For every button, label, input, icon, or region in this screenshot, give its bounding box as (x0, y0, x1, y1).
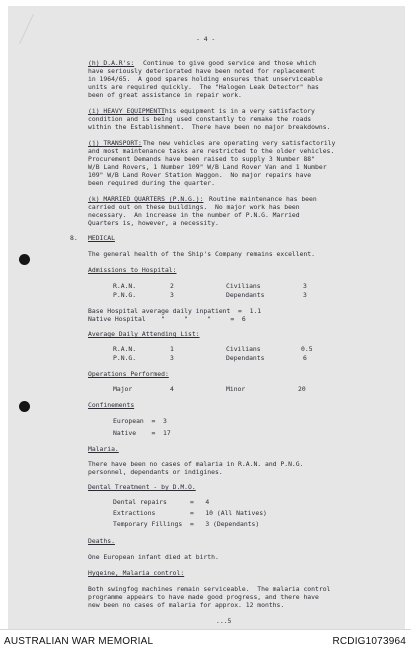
k-line-2: carried out on these buildings. No major work has been (88, 203, 300, 211)
attending-dependants-value: 6 (303, 354, 307, 362)
h-line-4: units are required quickly. The "Halogen Leak Detector" has (88, 83, 319, 91)
footer-record-id: RCDIG1073964 (332, 636, 406, 647)
j-line-2: and most maintenance tasks are restricted to the older vehicles. (88, 147, 335, 155)
operations-heading: Operations Performed: (88, 370, 169, 378)
confinements-native: Native = 17 (113, 429, 171, 437)
j-line-3: Procurement Demands have been raised to supply 3 Number 88" (88, 155, 316, 163)
h-line-1: Continue to give good service and those which (143, 59, 317, 67)
j-line-4: W/B Land Rovers, 1 Number 109" W/B Land Rover Van and 1 Number (88, 163, 327, 171)
h-line-2: have seriously deteriorated have been noted for replacement (88, 67, 316, 75)
attending-png-label: P.N.G. (113, 354, 137, 362)
native-hospital-average: Native Hospital " " " = 6 (88, 315, 246, 323)
attending-heading: Average Daily Attending List: (88, 330, 200, 338)
admissions-heading: Admissions to Hospital: (88, 266, 177, 274)
confinements-european: European = 3 (113, 417, 167, 425)
operations-major-label: Major (113, 385, 133, 393)
operations-minor-label: Minor (226, 385, 246, 393)
admissions-civilians-label: Civilians (226, 282, 261, 290)
base-hospital-average: Base Hospital average daily inpatient = 1.1 (88, 307, 262, 315)
attending-ran-label: R.A.N. (113, 345, 137, 353)
j-line-5: 109" W/B Land Rover Station Waggon. No major repairs have (88, 171, 312, 179)
k-label: (k) MARRIED QUARTERS (P.N.G.): (88, 195, 204, 203)
hygeine-heading: Hygeine, Malaria control: (88, 569, 185, 577)
operations-minor-value: 20 (298, 385, 306, 393)
page-number: - 4 - (196, 35, 216, 43)
hygeine-line-1: Both swingfog machines remain serviceable. The malaria control (88, 585, 331, 593)
page-crease (19, 14, 52, 44)
deaths-heading: Deaths. (88, 537, 115, 545)
attending-civilians-label: Civilians (226, 345, 261, 353)
i-line-2: condition and is being used constantly to remake the roads (88, 115, 312, 123)
admissions-dependants-value: 3 (303, 291, 307, 299)
k-line-1: Routine maintenance has been (209, 195, 317, 203)
archive-footer (0, 629, 411, 653)
admissions-civilians-value: 3 (303, 282, 307, 290)
dental-repairs: Dental repairs = 4 (113, 498, 210, 506)
continued-marker: ...5 (216, 617, 232, 625)
admissions-ran-label: R.A.N. (113, 282, 137, 290)
attending-ran-value: 1 (170, 345, 174, 353)
footer-source: AUSTRALIAN WAR MEMORIAL (4, 636, 154, 647)
i-line-3: within the Establishment. There have been no major breakdowns. (88, 123, 331, 131)
deaths-text: One European infant died at birth. (88, 553, 219, 561)
dental-extractions: Extractions = 10 (All Natives) (113, 509, 267, 517)
admissions-png-value: 3 (170, 291, 174, 299)
k-line-3: necessary. An increase in the number of P.N.G. Married (88, 211, 300, 219)
confinements-heading: Confinements (88, 401, 135, 409)
admissions-png-label: P.N.G. (113, 291, 137, 299)
operations-major-value: 4 (170, 385, 174, 393)
h-line-5: been of great assistance in repair work. (88, 91, 242, 99)
medical-intro: The general health of the Ship's Company remains excellent. (88, 250, 316, 258)
dental-heading: Dental Treatment - by D.M.O. (88, 483, 196, 491)
section-number: 8. (70, 234, 78, 242)
j-label: (j) TRANSPORT: (88, 139, 142, 147)
section-heading: MEDICAL (88, 234, 115, 242)
j-line-6: been required during the quarter. (88, 179, 215, 187)
punch-hole-bottom (19, 401, 30, 412)
h-line-3: in 1964/65. A good spares holding ensures that unserviceable (88, 75, 323, 83)
i-line-1: This equipment is in a very satisfactory (161, 107, 315, 115)
admissions-ran-value: 2 (170, 282, 174, 290)
hygeine-line-3: new been no cases of malaria for approx. 12 months. (88, 601, 285, 609)
hygeine-line-2: programme appears to have made good progress, and there have (88, 593, 319, 601)
i-label: (i) HEAVY EQUIPMENT: (88, 107, 165, 115)
j-line-1: The new vehicles are operating very satisfactorily (143, 139, 336, 147)
k-line-4: Quarters is, however, a necessity. (88, 219, 219, 227)
h-label: (h) D.A.R's: (88, 59, 135, 67)
malaria-line-1: There have been no cases of malaria in R.A.N. and P.N.G. (88, 460, 304, 468)
attending-civilians-value: 0.5 (301, 345, 313, 353)
malaria-line-2: personnel, dependants or indigines. (88, 468, 223, 476)
admissions-dependants-label: Dependants (226, 291, 265, 299)
attending-dependants-label: Dependants (226, 354, 265, 362)
malaria-heading: Malaria. (88, 445, 119, 453)
punch-hole-top (19, 254, 30, 265)
attending-png-value: 3 (170, 354, 174, 362)
dental-fillings: Temporary Fillings = 3 (Dependants) (113, 520, 260, 528)
